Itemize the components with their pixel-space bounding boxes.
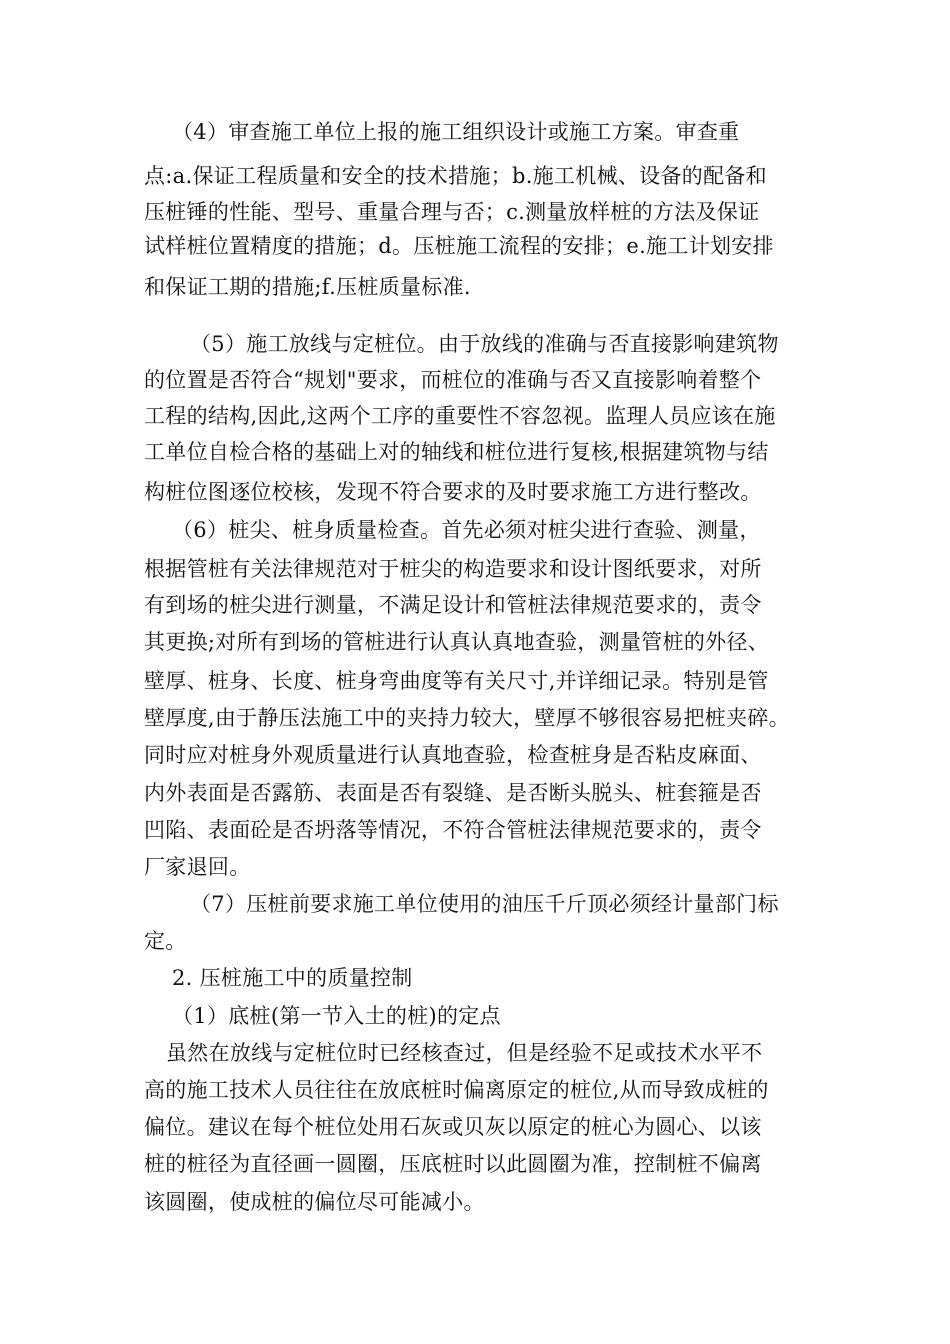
text-line: 工单位自检合格的基础上对的轴线和桩位进行复核,根据建筑物与结 xyxy=(144,440,769,464)
text-line: 同时应对桩身外观质量进行认真地查验，检查桩身是否粘皮麻面、 xyxy=(144,743,762,767)
text-line: 偏位。建议在每个桩位处用石灰或贝灰以原定的桩心为圆心、以该 xyxy=(144,1115,762,1139)
section-heading: 2. 压桩施工中的质量控制 xyxy=(172,966,413,990)
text-line: 高的施工技术人员往往在放底桩时偏离原定的桩位,从而导致成桩的 xyxy=(144,1078,769,1102)
text-line: 的位置是否符合“规划"要求，而桩位的准确与否又直接影响着整个 xyxy=(144,368,762,392)
text-line: 试样桩位置精度的措施；d。压桩施工流程的安排；e.施工计划安排 xyxy=(144,234,774,258)
text-line: （4）审查施工单位上报的施工组织设计或施工方案。审查重 xyxy=(172,120,740,144)
text-line: 工程的结构,因此,这两个工序的重要性不容忽视。监理人员应该在施 xyxy=(144,404,776,428)
text-line: 定。 xyxy=(144,929,187,953)
text-line: 虽然在放线与定桩位时已经核查过，但是经验不足或技术水平不 xyxy=(166,1041,763,1065)
text-line: 桩的桩径为直径画一圆圈，压底桩时以此圆圈为准，控制桩不偏离 xyxy=(144,1152,762,1176)
text-line: （6）桩尖、桩身质量检查。首先必须对桩尖进行查验、测量， xyxy=(172,518,761,542)
text-line: 压桩锤的性能、型号、重量合理与否；c.测量放样桩的方法及保证 xyxy=(144,200,760,224)
subsection-heading: （1）底桩(第一节入土的桩)的定点 xyxy=(172,1004,501,1028)
text-line: 厂家退回。 xyxy=(144,855,251,879)
text-line: 根据管桩有关法律规范对于桩尖的构造要求和设计图纸要求，对所 xyxy=(144,557,762,581)
text-line: 凹陷、表面砼是否坍落等情况，不符合管桩法律规范要求的，责令 xyxy=(144,818,762,842)
text-line: 壁厚、桩身、长度、桩身弯曲度等有关尺寸,并详细记录。特别是管 xyxy=(144,669,769,693)
text-line: 壁厚度,由于静压法施工中的夹持力较大，壁厚不够很容易把桩夹碎。 xyxy=(144,706,790,730)
text-line: （5）施工放线与定桩位。由于放线的准确与否直接影响建筑物 xyxy=(190,332,779,356)
text-line: 构桩位图逐位校核，发现不符合要求的及时要求施工方进行整改。 xyxy=(144,480,762,504)
text-line: 点:a.保证工程质量和安全的技术措施；b.施工机械、设备的配备和 xyxy=(144,164,767,188)
text-line: 内外表面是否露筋、表面是否有裂缝、是否断头脱头、桩套箍是否 xyxy=(144,781,762,805)
text-line: （7）压桩前要求施工单位使用的油压千斤顶必须经计量部门标 xyxy=(190,892,779,916)
text-line: 该圆圈，使成桩的偏位尽可能减小。 xyxy=(144,1190,485,1214)
text-line: 其更换;对所有到场的管桩进行认真认真地查验，测量管桩的外径、 xyxy=(144,630,770,654)
text-line: 和保证工期的措施;f.压桩质量标准. xyxy=(144,275,471,299)
text-line: 有到场的桩尖进行测量，不满足设计和管桩法律规范要求的，责令 xyxy=(144,593,762,617)
